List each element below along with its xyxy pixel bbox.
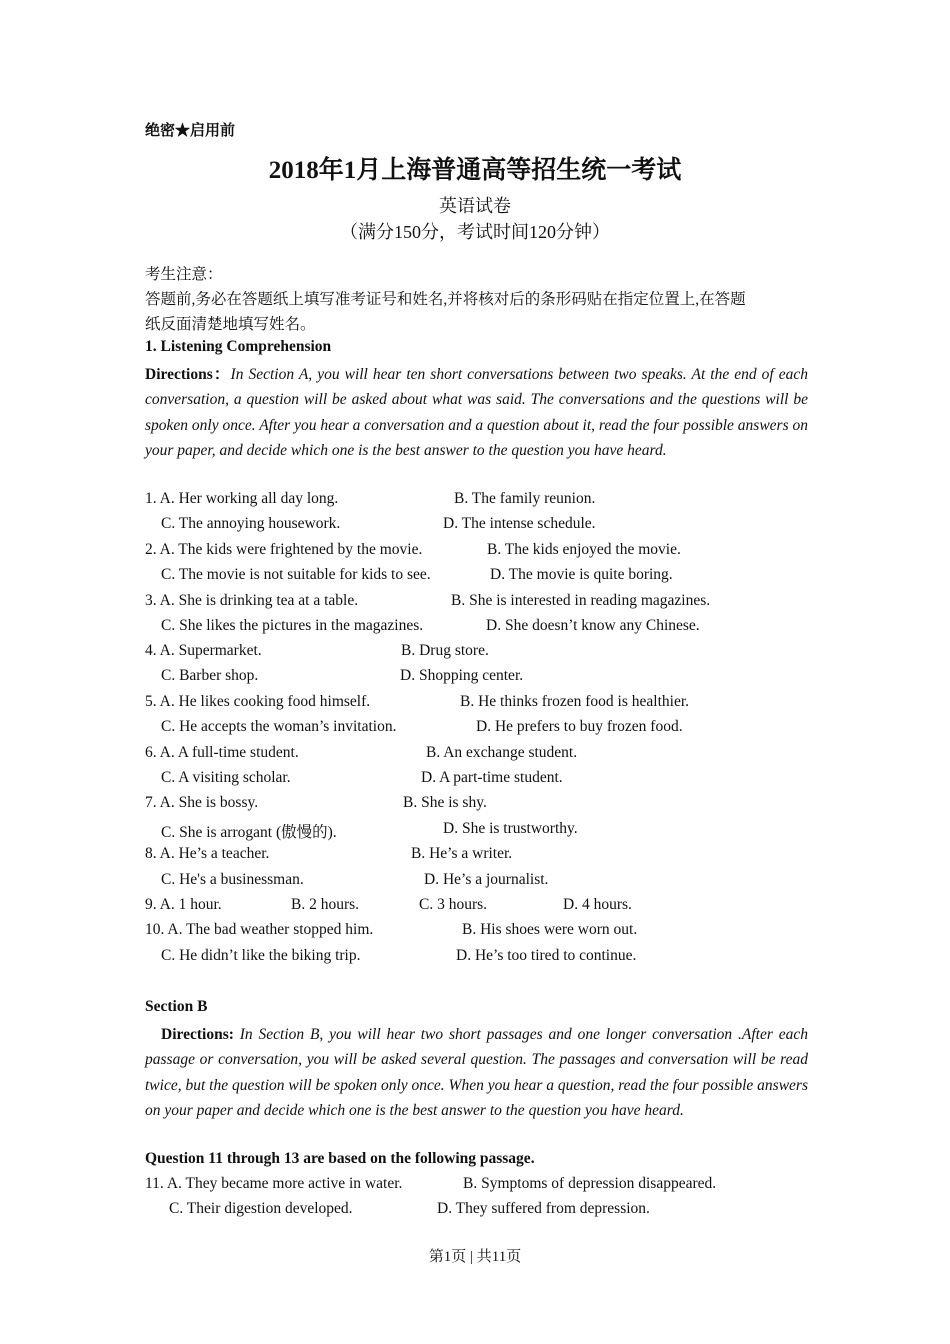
q4-option-b: B. Drug store.: [401, 642, 489, 659]
q9-option-a: 9. A. 1 hour.: [145, 896, 222, 913]
q2-option-b: B. The kids enjoyed the movie.: [487, 541, 681, 558]
q6-option-a: 6. A. A full-time student.: [145, 744, 299, 761]
q10-option-a: 10. A. The bad weather stopped him.: [145, 921, 374, 938]
confidential-mark: 绝密★启用前: [145, 123, 236, 139]
q6-option-b: B. An exchange student.: [426, 744, 578, 761]
directions-label: Directions：: [145, 366, 231, 383]
q1-option-b: B. The family reunion.: [454, 490, 596, 507]
q8-option-d: D. He’s a journalist.: [424, 871, 549, 888]
section-b-heading: Section B: [145, 998, 208, 1015]
notice-line-1: 答题前,务必在答题纸上填写准考证号和姓名,并将核对后的条形码贴在指定位置上,在答题: [145, 291, 746, 308]
directions-b-text: In Section B, you will hear two short passages and one longer conversation .After each passage or conversation, you will be asked several question. The passages and conversation will be read twice, but the question will be spoken only once. When you hear a question, read the four possible answers on your paper and decide which one is the best answer to the question you have heard.: [145, 1026, 808, 1119]
q5-option-a: 5. A. He likes cooking food himself.: [145, 693, 371, 710]
q1-option-a: 1. A. Her working all day long.: [145, 490, 339, 507]
q7-option-c: C. She is arrogant (傲慢的).: [161, 824, 337, 841]
notice-heading: 考生注意：: [145, 266, 223, 283]
q11-option-c: C. Their digestion developed.: [169, 1200, 353, 1217]
q9-option-d: D. 4 hours.: [563, 896, 632, 913]
q3-option-b: B. She is interested in reading magazines.: [451, 592, 711, 609]
score-time-info: （满分150分，考试时间120分钟）: [340, 222, 610, 242]
page-footer: 第1页 | 共11页: [428, 1249, 522, 1265]
q3-option-d: D. She doesn’t know any Chinese.: [486, 617, 700, 634]
directions-b-label: Directions:: [161, 1026, 234, 1043]
q5-option-c: C. He accepts the woman’s invitation.: [161, 718, 397, 735]
q5-option-b: B. He thinks frozen food is healthier.: [460, 693, 690, 710]
paper-subtitle: 英语试卷: [439, 196, 511, 216]
q4-option-d: D. Shopping center.: [400, 667, 524, 684]
q8-option-c: C. He's a businessman.: [161, 871, 304, 888]
directions-section-a: [145, 362, 808, 463]
q11-option-d: D. They suffered from depression.: [437, 1200, 650, 1217]
q8-option-b: B. He’s a writer.: [411, 845, 513, 862]
q11-option-b: B. Symptoms of depression disappeared.: [463, 1175, 717, 1192]
q9-option-c: C. 3 hours.: [419, 896, 488, 913]
q1-option-c: C. The annoying housework.: [161, 515, 341, 532]
directions-section-b: [145, 1022, 808, 1123]
q6-option-d: D. A part-time student.: [421, 769, 563, 786]
q11-option-a: 11. A. They became more active in water.: [145, 1175, 403, 1192]
section-heading-listening: 1. Listening Comprehension: [145, 338, 332, 355]
q2-option-a: 2. A. The kids were frightened by the movie.: [145, 541, 423, 558]
q10-option-c: C. He didn’t like the biking trip.: [161, 947, 361, 964]
notice-line-2: 纸反面清楚地填写姓名。: [145, 316, 316, 333]
q9-option-b: B. 2 hours.: [291, 896, 360, 913]
q2-option-d: D. The movie is quite boring.: [490, 566, 673, 583]
q4-option-c: C. Barber shop.: [161, 667, 259, 684]
q3-option-a: 3. A. She is drinking tea at a table.: [145, 592, 359, 609]
q8-option-a: 8. A. He’s a teacher.: [145, 845, 270, 862]
question-group-heading: Question 11 through 13 are based on the following passage.: [145, 1150, 535, 1167]
q3-option-c: C. She likes the pictures in the magazines.: [161, 617, 424, 634]
q7-option-b: B. She is shy.: [403, 794, 487, 811]
q1-option-d: D. The intense schedule.: [443, 515, 596, 532]
q2-option-c: C. The movie is not suitable for kids to see.: [161, 566, 431, 583]
q6-option-c: C. A visiting scholar.: [161, 769, 291, 786]
q10-option-b: B. His shoes were worn out.: [462, 921, 638, 938]
q10-option-d: D. He’s too tired to continue.: [456, 947, 637, 964]
directions-text: In Section A, you will hear ten short conversations between two speaks. At the end of each conversation, a question will be asked about what was said. The conversations and the questions will be spoken only once. After you hear a conversation and a question about it, read the four possible answers on your paper, and decide which one is the best answer to the question you have heard.: [145, 366, 808, 459]
q5-option-d: D. He prefers to buy frozen food.: [476, 718, 683, 735]
exam-title: 2018年1月上海普通高等招生统一考试: [268, 157, 682, 184]
q7-option-a: 7. A. She is bossy.: [145, 794, 259, 811]
q4-option-a: 4. A. Supermarket.: [145, 642, 262, 659]
q7-option-d: D. She is trustworthy.: [443, 820, 578, 837]
